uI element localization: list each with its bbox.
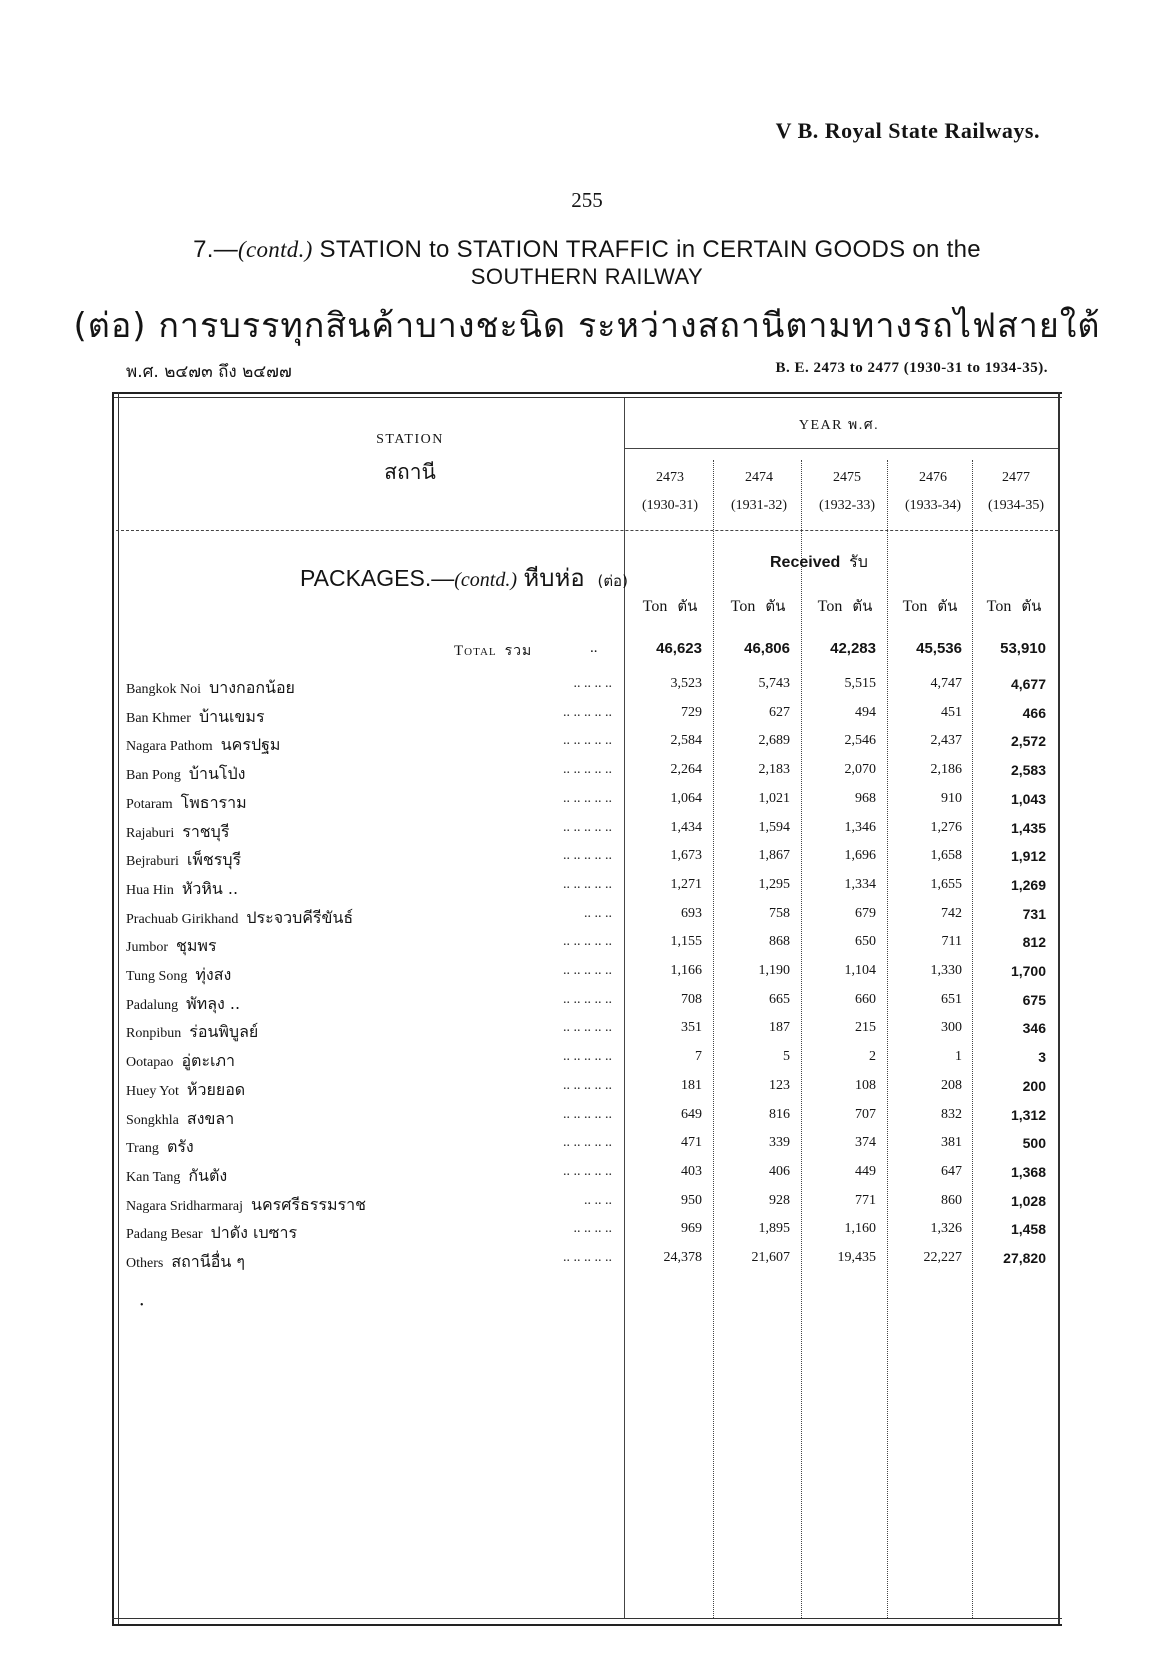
tonnage-cell: 1,190	[758, 963, 790, 978]
table-row	[0, 758, 1174, 786]
print-speck: •	[140, 1300, 144, 1311]
title-prefix: 7.—	[193, 236, 239, 263]
year-ce-4: (1933-34)	[905, 498, 961, 513]
total-leader-dots: ..	[590, 640, 598, 656]
tonnage-cell: 707	[855, 1106, 876, 1122]
station-name	[126, 791, 247, 816]
tonnage-cell: 1,043	[1010, 790, 1046, 807]
station-name	[126, 1221, 297, 1246]
station-name-thai: ตรัง	[166, 1137, 194, 1157]
unit-thai: ตัน	[677, 597, 698, 615]
tonnage-cell: 1,658	[930, 848, 962, 864]
section-title-thai: หีบห่อ	[523, 564, 585, 592]
unit-label-2	[716, 594, 800, 618]
year-header-rule	[624, 448, 1058, 449]
station-name-en: Padalung	[126, 997, 179, 1013]
tonnage-cell: 351	[681, 1020, 702, 1036]
unit-label-5	[972, 594, 1056, 618]
table-row	[0, 1246, 1174, 1274]
table-border-top	[112, 392, 1062, 394]
year-be-5: 2477	[1002, 470, 1030, 485]
tonnage-cell: 5,515	[844, 676, 876, 691]
tonnage-cell: 449	[855, 1163, 876, 1179]
station-name-thai: หัวหิน ..	[181, 878, 239, 898]
tonnage-cell: 1,295	[758, 876, 790, 892]
station-name-thai: ชุมพร	[176, 936, 217, 956]
leader-dots: .. .. .. .. ..	[563, 733, 612, 749]
station-name	[126, 1049, 235, 1074]
tonnage-cell: 1,673	[670, 848, 702, 864]
station-name-en: Bangkok Noi	[126, 682, 202, 697]
tonnage-cell: 647	[941, 1163, 962, 1179]
table-row	[0, 1131, 1174, 1159]
table-row	[0, 1189, 1174, 1217]
station-name	[126, 848, 241, 873]
table-title	[0, 236, 1174, 264]
tonnage-cell: 406	[769, 1163, 790, 1179]
tonnage-cell: 731	[1022, 905, 1046, 922]
tonnage-cell: 1,434	[670, 819, 702, 835]
station-name-thai: นครศรีธรรมราช	[251, 1194, 366, 1214]
station-name-thai: ห้วยยอด	[186, 1079, 246, 1099]
total-label-en: Total	[454, 643, 497, 659]
tonnage-cell: 832	[941, 1106, 962, 1122]
tonnage-cell: 2,437	[930, 733, 962, 749]
leader-dots: .. .. .. .. ..	[563, 704, 612, 720]
station-name	[126, 1107, 234, 1132]
total-label-thai: รวม	[504, 643, 533, 659]
tonnage-cell: 200	[1022, 1077, 1046, 1094]
total-value-2474: 46,806	[744, 640, 790, 657]
station-name-en: Ban Pong	[126, 768, 181, 784]
year-ce-3: (1932-33)	[819, 498, 875, 513]
subtitle-english: B. E. 2473 to 2477 (1930-31 to 1934-35).	[775, 360, 1048, 376]
tonnage-cell: 1,700	[1010, 963, 1046, 979]
table-border-top-inner	[112, 397, 1062, 398]
tonnage-cell: 1,326	[930, 1221, 962, 1237]
leader-dots: .. .. .. .. ..	[563, 819, 612, 835]
table-row	[0, 844, 1174, 872]
tonnage-cell: 19,435	[837, 1250, 876, 1265]
tonnage-cell: 500	[1022, 1135, 1046, 1152]
year-be-3: 2475	[833, 470, 861, 485]
table-row	[0, 873, 1174, 901]
station-header: STATION	[376, 432, 444, 447]
tonnage-cell: 300	[941, 1020, 962, 1036]
tonnage-cell: 1,028	[1010, 1192, 1046, 1209]
year-header: YEAR พ.ศ.	[798, 418, 880, 433]
tonnage-cell: 181	[681, 1077, 702, 1093]
station-name-en: Ronpibun	[126, 1026, 182, 1042]
tonnage-cell: 860	[941, 1192, 962, 1208]
table-row	[0, 1074, 1174, 1102]
tonnage-cell: 27,820	[1003, 1250, 1046, 1266]
table-row	[0, 988, 1174, 1016]
station-name	[126, 877, 238, 902]
station-name	[126, 733, 280, 758]
tonnage-cell: 1,330	[930, 963, 962, 978]
station-name	[126, 676, 295, 701]
tonnage-cell: 1,867	[758, 848, 790, 864]
year-ce-2: (1931-32)	[731, 498, 787, 513]
tonnage-cell: 651	[941, 991, 962, 1007]
station-name-thai: นครปฐม	[220, 735, 281, 755]
station-name-thai: บางกอกน้อย	[209, 678, 295, 697]
leader-dots: .. .. .. ..	[573, 676, 612, 691]
table-row	[0, 902, 1174, 930]
station-name-en: Nagara Sridharmaraj	[126, 1198, 243, 1214]
leader-dots: .. .. .. .. ..	[563, 876, 612, 892]
tonnage-cell: 816	[769, 1106, 790, 1122]
station-name-thai: ประจวบคีรีขันธ์	[246, 907, 354, 927]
tonnage-cell: 1,166	[670, 963, 702, 978]
tonnage-cell: 1,368	[1010, 1163, 1046, 1180]
tonnage-cell: 1,276	[930, 819, 962, 835]
tonnage-cell: 1,435	[1010, 819, 1046, 836]
station-name-en: Trang	[126, 1141, 159, 1157]
tonnage-cell: 2,689	[758, 733, 790, 749]
tonnage-cell: 1,895	[758, 1221, 790, 1237]
total-label	[454, 640, 532, 662]
running-header: V B. Royal State Railways.	[775, 118, 1040, 143]
leader-dots: .. .. ..	[584, 905, 612, 921]
received-en: Received	[770, 554, 841, 571]
station-name	[126, 1020, 258, 1045]
tonnage-cell: 693	[681, 905, 702, 921]
station-name-thai: ราชบุรี	[182, 821, 230, 841]
table-title-thai: (ต่อ) การบรรทุกสินค้าบางชะนิด ระหว่างสถานีตามทางรถไฟสายใต้	[73, 306, 1101, 346]
station-name-thai: ทุ่งสง	[195, 965, 232, 984]
tonnage-cell: 675	[1022, 991, 1046, 1008]
station-name	[126, 963, 231, 988]
station-name	[126, 1193, 366, 1218]
station-name-thai: สถานีอื่น ๆ	[171, 1252, 245, 1271]
tonnage-cell: 2,264	[670, 762, 702, 778]
tonnage-cell: 679	[855, 905, 876, 921]
leader-dots: .. .. .. .. ..	[563, 762, 612, 778]
leader-dots: .. .. .. .. ..	[563, 934, 612, 950]
tonnage-cell: 771	[855, 1192, 876, 1208]
tonnage-cell: 1,064	[670, 790, 702, 806]
year-be-1: 2473	[656, 470, 684, 485]
leader-dots: .. .. .. .. ..	[563, 963, 612, 978]
total-value-2475: 42,283	[830, 640, 876, 657]
tonnage-cell: 627	[769, 704, 790, 720]
tonnage-cell: 2,070	[844, 762, 876, 778]
unit-en: Ton	[817, 598, 843, 615]
leader-dots: .. .. .. .. ..	[563, 1163, 612, 1179]
tonnage-cell: 2,583	[1010, 762, 1046, 779]
station-name	[126, 705, 265, 730]
station-name-en: Nagara Pathom	[126, 739, 213, 755]
table-row	[0, 729, 1174, 757]
tonnage-cell: 215	[855, 1020, 876, 1036]
tonnage-cell: 1	[955, 1049, 962, 1065]
tonnage-cell: 374	[855, 1135, 876, 1151]
tonnage-cell: 22,227	[923, 1250, 962, 1265]
tonnage-cell: 403	[681, 1163, 702, 1179]
station-name-en: Others	[126, 1256, 164, 1271]
station-name-thai: พัทลุง ..	[186, 993, 241, 1013]
station-name-thai: ปาดัง เบซาร	[210, 1223, 298, 1243]
station-name-en: Padang Besar	[126, 1227, 203, 1243]
year-ce-1: (1930-31)	[642, 498, 698, 513]
table-row	[0, 1217, 1174, 1245]
leader-dots: .. .. .. .. ..	[563, 991, 612, 1007]
tonnage-cell: 1,160	[844, 1221, 876, 1237]
table-border-bottom	[112, 1624, 1062, 1626]
tonnage-cell: 4,747	[930, 676, 962, 691]
tonnage-cell: 208	[941, 1077, 962, 1093]
unit-thai: ตัน	[765, 597, 786, 615]
header-bottom-rule	[116, 530, 1058, 531]
tonnage-cell: 3	[1038, 1049, 1046, 1066]
unit-label-1	[628, 594, 712, 618]
leader-dots: .. .. .. .. ..	[563, 1135, 612, 1151]
unit-thai: ตัน	[937, 597, 958, 615]
tonnage-cell: 24,378	[663, 1250, 702, 1265]
tonnage-cell: 758	[769, 905, 790, 921]
total-value-2473: 46,623	[656, 640, 702, 657]
tonnage-cell: 187	[769, 1020, 790, 1036]
section-title-contd: (contd.)	[454, 569, 517, 591]
unit-label-4	[888, 594, 972, 618]
tonnage-cell: 968	[855, 790, 876, 806]
tonnage-cell: 742	[941, 905, 962, 921]
station-name-thai: ร่อนพิบูลย์	[189, 1022, 259, 1042]
station-name-thai: บ้านโป่ง	[188, 764, 246, 784]
tonnage-cell: 812	[1022, 934, 1046, 951]
station-header-thai: สถานี	[384, 460, 436, 484]
tonnage-cell: 339	[769, 1135, 790, 1151]
station-name-en: Bejraburi	[126, 854, 179, 870]
station-name	[126, 906, 353, 931]
tonnage-cell: 466	[1022, 704, 1046, 721]
station-name-thai: เพ็ชรบุรี	[186, 850, 242, 870]
tonnage-cell: 494	[855, 704, 876, 720]
tonnage-cell: 346	[1022, 1020, 1046, 1037]
tonnage-cell: 21,607	[751, 1250, 790, 1265]
tonnage-cell: 1,696	[844, 848, 876, 864]
tonnage-cell: 381	[941, 1135, 962, 1151]
station-name	[126, 934, 217, 959]
tonnage-cell: 1,312	[1010, 1106, 1046, 1123]
tonnage-cell: 969	[681, 1221, 702, 1237]
tonnage-cell: 5	[783, 1049, 790, 1065]
station-name	[126, 820, 229, 845]
tonnage-cell: 123	[769, 1077, 790, 1093]
station-name	[126, 992, 240, 1017]
tonnage-cell: 1,655	[930, 876, 962, 892]
station-name-thai: โพธาราม	[180, 792, 247, 812]
table-row	[0, 816, 1174, 844]
table-row	[0, 959, 1174, 987]
leader-dots: .. .. ..	[584, 1192, 612, 1208]
tonnage-cell: 660	[855, 991, 876, 1007]
leader-dots: .. .. .. .. ..	[563, 1106, 612, 1122]
tonnage-cell: 5,743	[758, 676, 790, 691]
table-row	[0, 701, 1174, 729]
station-name-en: Songkhla	[126, 1112, 179, 1128]
year-be-2: 2474	[745, 470, 773, 485]
year-ce-5: (1934-35)	[988, 498, 1044, 513]
tonnage-cell: 2,572	[1010, 733, 1046, 750]
tonnage-cell: 1,458	[1010, 1221, 1046, 1238]
tonnage-cell: 108	[855, 1077, 876, 1093]
section-title	[300, 558, 628, 597]
station-name-en: Hua Hin	[126, 882, 174, 898]
table-border-bottom-inner	[112, 1618, 1062, 1619]
received-label	[770, 550, 868, 575]
leader-dots: .. .. .. .. ..	[563, 848, 612, 864]
station-name-thai: สงขลา	[186, 1108, 235, 1128]
station-name	[126, 1250, 245, 1275]
station-name-en: Prachuab Girikhand	[126, 911, 239, 927]
tonnage-cell: 1,912	[1010, 848, 1046, 865]
station-name-en: Ban Khmer	[126, 710, 191, 726]
tonnage-cell: 2,183	[758, 762, 790, 778]
page-number: 255	[571, 188, 603, 212]
tonnage-cell: 1,594	[758, 819, 790, 835]
station-name	[126, 1135, 194, 1160]
station-name-thai: อู่ตะเภา	[181, 1051, 236, 1071]
table-row	[0, 1160, 1174, 1188]
station-name-en: Ootapao	[126, 1055, 174, 1071]
station-name-en: Rajaburi	[126, 825, 175, 841]
unit-en: Ton	[730, 598, 756, 615]
tonnage-cell: 1,269	[1010, 876, 1046, 893]
tonnage-cell: 665	[769, 991, 790, 1007]
tonnage-cell: 2	[869, 1049, 876, 1065]
table-row	[0, 1016, 1174, 1044]
tonnage-cell: 649	[681, 1106, 702, 1122]
table-row	[0, 930, 1174, 958]
tonnage-cell: 868	[769, 934, 790, 950]
tonnage-cell: 1,021	[758, 790, 790, 806]
tonnage-cell: 1,271	[670, 876, 702, 892]
table-title-line2: SOUTHERN RAILWAY	[470, 264, 704, 289]
station-name	[126, 1078, 245, 1103]
section-title-thai-contd: (ต่อ)	[597, 572, 628, 590]
tonnage-cell: 650	[855, 934, 876, 950]
unit-thai: ตัน	[1021, 597, 1042, 615]
tonnage-cell: 1,334	[844, 876, 876, 892]
tonnage-cell: 2,584	[670, 733, 702, 749]
tonnage-cell: 950	[681, 1192, 702, 1208]
tonnage-cell: 1,155	[670, 934, 702, 950]
unit-en: Ton	[642, 598, 668, 615]
station-name-en: Kan Tang	[126, 1169, 181, 1185]
tonnage-cell: 3,523	[670, 676, 702, 691]
tonnage-cell: 4,677	[1010, 676, 1046, 692]
station-name-en: Potaram	[126, 796, 173, 812]
tonnage-cell: 708	[681, 991, 702, 1007]
table-row	[0, 1103, 1174, 1131]
tonnage-cell: 711	[941, 934, 962, 950]
tonnage-cell: 451	[941, 704, 962, 720]
leader-dots: .. .. .. .. ..	[563, 1020, 612, 1036]
year-be-4: 2476	[919, 470, 947, 485]
tonnage-cell: 910	[941, 790, 962, 806]
leader-dots: .. .. .. .. ..	[563, 790, 612, 806]
total-value-2476: 45,536	[916, 640, 962, 657]
tonnage-cell: 2,546	[844, 733, 876, 749]
unit-label-3	[803, 594, 887, 618]
tonnage-cell: 1,346	[844, 819, 876, 835]
section-title-en: PACKAGES.—	[300, 565, 455, 591]
tonnage-cell: 2,186	[930, 762, 962, 778]
total-value-2477: 53,910	[1000, 640, 1046, 657]
leader-dots: .. .. .. .. ..	[563, 1077, 612, 1093]
unit-en: Ton	[902, 598, 928, 615]
table-row	[0, 787, 1174, 815]
title-contd: (contd.)	[238, 237, 313, 262]
received-thai: รับ	[849, 552, 868, 571]
table-row	[0, 672, 1174, 700]
title-main: STATION to STATION TRAFFIC in CERTAIN GOODS on the	[312, 236, 981, 263]
tonnage-cell: 928	[769, 1192, 790, 1208]
tonnage-cell: 7	[695, 1049, 702, 1065]
tonnage-cell: 1,104	[844, 963, 876, 978]
station-name	[126, 1164, 227, 1189]
table-row	[0, 1045, 1174, 1073]
station-name-en: Tung Song	[126, 969, 188, 984]
tonnage-cell: 471	[681, 1135, 702, 1151]
leader-dots: .. .. .. .. ..	[563, 1250, 612, 1265]
subtitle-thai: พ.ศ. ๒๔๗๓ ถึง ๒๔๗๗	[126, 362, 292, 382]
station-name	[126, 762, 245, 787]
unit-en: Ton	[986, 598, 1012, 615]
unit-thai: ตัน	[852, 597, 873, 615]
leader-dots: .. .. .. .. ..	[563, 1049, 612, 1065]
station-name-en: Jumbor	[126, 940, 168, 956]
station-name-en: Huey Yot	[126, 1083, 179, 1099]
station-name-thai: กันตัง	[188, 1165, 228, 1185]
station-name-thai: บ้านเขมร	[198, 706, 265, 726]
leader-dots: .. .. .. ..	[573, 1221, 612, 1237]
tonnage-cell: 729	[681, 704, 702, 720]
